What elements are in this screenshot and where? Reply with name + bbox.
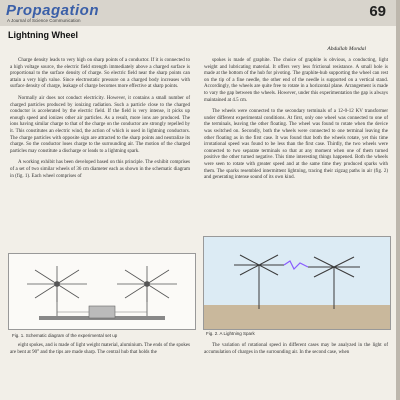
right-column bbox=[204, 58, 388, 187]
paragraph: eight spokes, and is made of light weight material, aluminium. The ends of the spokes are bent at 90° and the tips are made sharp. The central hub that holds the bbox=[10, 343, 190, 355]
schematic-diagram bbox=[9, 254, 195, 329]
article-author: Abdullah Mondal bbox=[327, 46, 366, 52]
transformer bbox=[89, 306, 115, 318]
paragraph: Charge density leads to very high on sharp points of a conductor. If it is connected to a high voltage source, the electric field strength immediately above a charged surface is proportional to the surface density of charge. So electric field near the sharp points can attain a very high value. Since electrostatic pressure on a charged body increases with surface density of charge, leakage of charge becomes more effective at sharp points. bbox=[10, 58, 190, 90]
spark-photo bbox=[204, 237, 390, 329]
left-column bbox=[10, 58, 190, 185]
figure-1-schematic bbox=[8, 253, 196, 330]
journal-subtitle: A Journal of Science Communication bbox=[7, 18, 81, 23]
paragraph: A working exhibit has been developed based on this principle. The exhibit comprises of a set of two similar wheels of 36 cm diameter each as shown in the schematic diagram in (fig. 1). Each wheel comprises of bbox=[10, 160, 190, 179]
journal-logo: Propagation bbox=[6, 2, 100, 19]
left-wheel bbox=[27, 266, 87, 316]
figure-2-caption: Fig. 2. A Lightning Spark bbox=[206, 331, 255, 336]
right-wheel bbox=[117, 266, 177, 316]
figure-1-caption: Fig. 1. Schematic diagram of the experimental set up bbox=[12, 333, 118, 338]
page-header bbox=[0, 0, 400, 26]
bottom-right-text bbox=[204, 343, 388, 356]
paragraph: The wheels were connected to the secondary terminals of a 12-0-12 KV transformer under different experimental conditions. At first, only one wheel was connected to one of the terminals, leaving the other floating. The wheel was found to rotate when the device was switched on. Secondly, both the wheels were connected to one terminal leaving the other floating as in the first case. It was found that both the wheels rotate, yet this time irrotational speed was found to be less than the first case. Thirdly, the two wheels were connected to two separate terminals so that at any moment when one of them turned positive the other turned negative. This time interesting things happened. Both the wheels were seen to rotate with greater speed and at the same time they produced sparks with them. The sparks resembled intermittent lightning, tracing their zigzag paths in air (fig. 2) and generating intense sound of its own kind. bbox=[204, 109, 388, 181]
page-number: 69 bbox=[369, 3, 386, 20]
page-edge bbox=[396, 0, 400, 400]
paragraph: The variation of rotational speed in different cases may be analyzed in the light of accumulation of charges in the surrounding air. In the second case, when bbox=[204, 343, 388, 355]
paragraph: spokes is made of graphite. The choice of graphite is obvious, a conducting, light weight and lubricating material. It offers very less frictional resistance. A small hole is made at the bottom of the hub for pivoting. The graphite-hub supporting the wheel can rest on the tip of a fine needle, the other end of the needle is supported on a vertical stand. Accordingly, the wheels are quite free to rotate in a horizontal plane. Arrangement is made to vary the gap between the wheels. However, under this experimentation the gap is always maintained at 4.5 cm. bbox=[204, 58, 388, 103]
bottom-left-text bbox=[10, 343, 190, 356]
paragraph: Normally air does not conduct electricity. However, it contains a small number of charged particles produced by ionizing radiation. Such a particle close to the charged conductor is accelerated by the electric field. If the field is very intense, it picks up enough speed and ionizes other air particles. As a result, more ions are produced. The ions having similar charge to that of the charge on the conductor are strongly repelled by it. This constitutes an electric wind, the action of which is used in lightning conductors. The charge particles with opposite sign are attracted to the sharp points and neutralize its charge. So the conductor loses charge to the surrounding air. The motion of the charged particles may constitute a discharge or leads to a lightning spark. bbox=[10, 95, 190, 154]
article-title: Lightning Wheel bbox=[8, 30, 78, 40]
figure-2-photo bbox=[203, 236, 391, 330]
